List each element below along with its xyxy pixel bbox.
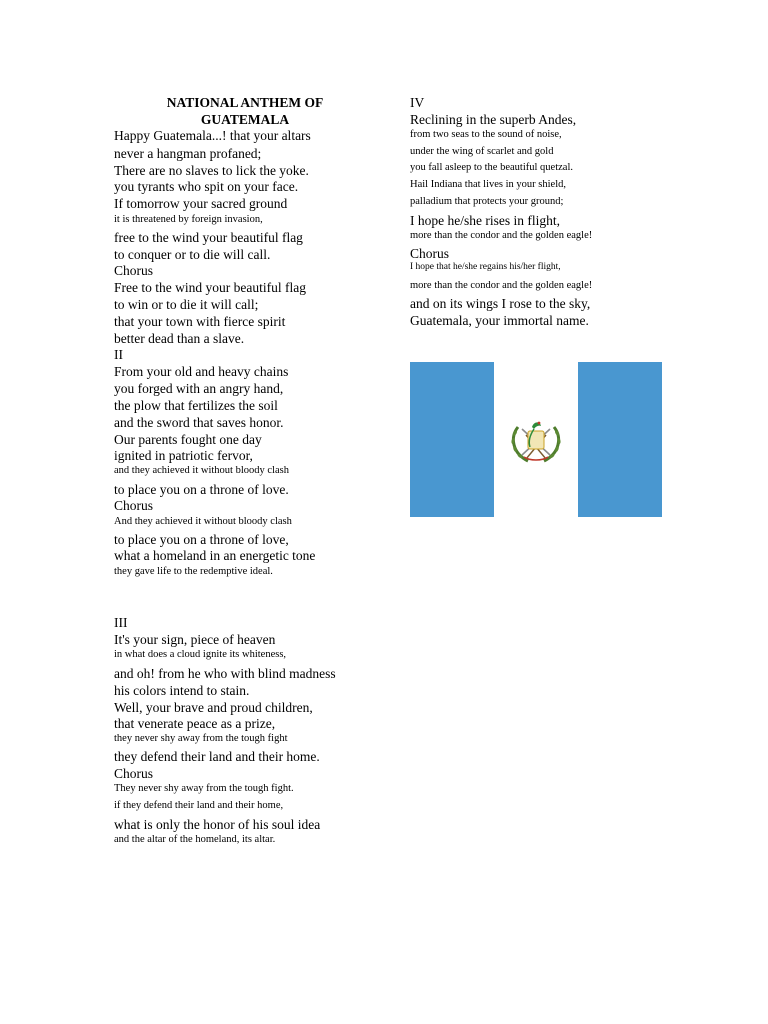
flag-center-band — [494, 362, 579, 517]
verse-line-small: they never shy away from the tough fight — [114, 733, 288, 744]
verse-line: Happy Guatemala...! that your altars — [114, 128, 311, 143]
verse-line-small: I hope that he/she regains his/her flight, — [410, 262, 561, 272]
verse-line: never a hangman profaned; — [114, 146, 262, 161]
verse-line: and oh! from he who with blind madness — [114, 666, 336, 681]
verse-line: better dead than a slave. — [114, 331, 245, 346]
verse-line-small: if they defend their land and their home, — [114, 800, 284, 811]
chorus-heading: Chorus — [114, 263, 154, 278]
verse-line-small: Hail Indiana that lives in your shield, — [410, 179, 567, 190]
chorus-heading: Chorus — [114, 498, 154, 513]
verse-line-small: from two seas to the sound of noise, — [410, 129, 562, 140]
verse-line-small: palladium that protects your ground; — [410, 196, 564, 207]
verse-line: Free to the wind your beautiful flag — [114, 280, 306, 295]
verse-line-small: and they achieved it without bloody clash — [114, 465, 289, 476]
verse-line-small: And they achieved it without bloody clash — [114, 516, 292, 527]
verse-line: the plow that fertilizes the soil — [114, 398, 278, 413]
verse-line: From your old and heavy chains — [114, 364, 289, 379]
verse-line: and on its wings I rose to the sky, — [410, 296, 591, 311]
verse-line-small: it is threatened by foreign invasion, — [114, 214, 263, 225]
section-number: IV — [410, 95, 425, 110]
verse-line: that your town with fierce spirit — [114, 314, 286, 329]
verse-line: to place you on a throne of love. — [114, 482, 289, 497]
title-line-1: NATIONAL ANTHEM OF — [166, 95, 324, 110]
chorus-heading: Chorus — [114, 766, 154, 781]
verse-line-small: more than the condor and the golden eagle! — [410, 230, 593, 241]
verse-line: and the sword that saves honor. — [114, 415, 284, 430]
verse-line: ignited in patriotic fervor, — [114, 448, 253, 463]
chorus-heading: Chorus — [410, 246, 450, 261]
verse-line: what a homeland in an energetic tone — [114, 548, 316, 563]
verse-line: to place you on a throne of love, — [114, 532, 289, 547]
verse-line-small: in what does a cloud ignite its whiteness, — [114, 649, 287, 660]
verse-line: that venerate peace as a prize, — [114, 716, 276, 731]
verse-line: free to the wind your beautiful flag — [114, 230, 303, 245]
verse-line-small: They never shy away from the tough fight. — [114, 783, 294, 794]
verse-line: you tyrants who spit on your face. — [114, 179, 299, 194]
verse-line: It's your sign, piece of heaven — [114, 632, 276, 647]
verse-line: they defend their land and their home. — [114, 749, 320, 764]
verse-line: Our parents fought one day — [114, 432, 262, 447]
flag-left-band — [410, 362, 494, 517]
section-number: II — [114, 347, 123, 362]
verse-line: Guatemala, your immortal name. — [410, 313, 589, 328]
title-line-2: GUATEMALA — [200, 112, 290, 127]
verse-line: his colors intend to stain. — [114, 683, 250, 698]
verse-line: I hope he/she rises in flight, — [410, 213, 560, 228]
verse-line: to win or to die it will call; — [114, 297, 259, 312]
verse-line-small: you fall asleep to the beautiful quetzal. — [410, 162, 573, 173]
verse-line-small: they gave life to the redemptive ideal. — [114, 566, 273, 577]
verse-line-small: more than the condor and the golden eagle! — [410, 280, 593, 291]
coat-of-arms-icon — [506, 413, 566, 467]
verse-line: There are no slaves to lick the yoke. — [114, 163, 309, 178]
verse-line-small: and the altar of the homeland, its altar. — [114, 834, 276, 845]
verse-line: to conquer or to die will call. — [114, 247, 271, 262]
verse-line: what is only the honor of his soul idea — [114, 817, 321, 832]
verse-line: Reclining in the superb Andes, — [410, 112, 577, 127]
section-number: III — [114, 615, 128, 630]
verse-line: Well, your brave and proud children, — [114, 700, 313, 715]
verse-line-small: under the wing of scarlet and gold — [410, 146, 554, 157]
verse-line: you forged with an angry hand, — [114, 381, 284, 396]
verse-line: If tomorrow your sacred ground — [114, 196, 288, 211]
guatemala-flag-icon — [410, 362, 662, 517]
flag-right-band — [578, 362, 662, 517]
